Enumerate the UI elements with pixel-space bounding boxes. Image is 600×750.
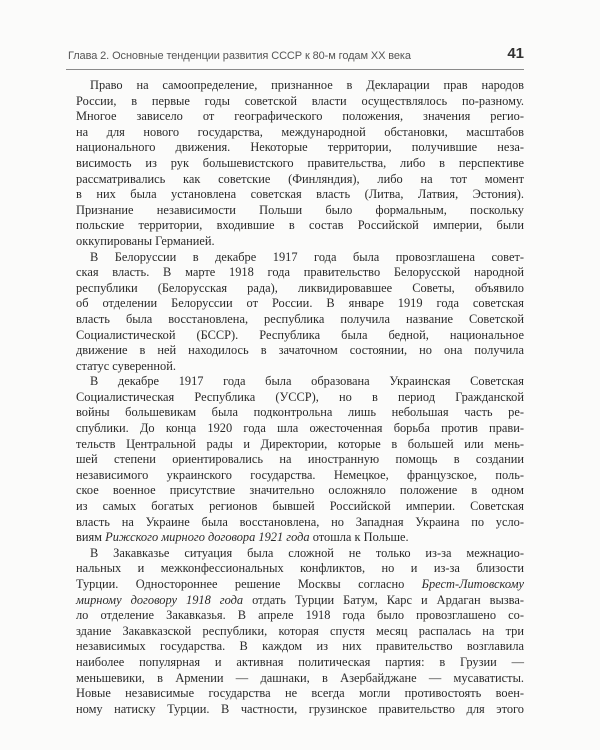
treaty-name-italic: Брест-Литовскому <box>421 577 524 591</box>
treaty-name-italic: мирному договору 1918 года <box>76 592 244 607</box>
chapter-running-title: Глава 2. Основные тенденции развития СССР к 80-м годам XX века <box>68 50 411 62</box>
text-fragment: Турции. Одностороннее решение Москвы согласно <box>76 577 422 591</box>
text-line: республики (Белорусская рада), ликвидировавшее Советы, объявило <box>76 280 524 295</box>
paragraph-3 <box>76 374 524 546</box>
paragraph-2 <box>76 250 524 375</box>
text-line: России, в первые годы советской власти осуществлялось по-разному. <box>76 93 524 108</box>
text-line: об отделении Белоруссии от России. В январе 1919 года советская <box>76 296 524 311</box>
paragraph-4 <box>76 546 524 718</box>
text-line: ское военное присутствие значительно осложняло положение в одном <box>76 483 524 498</box>
text-fragment: отдать Турции Батум, Карс и Ардаган вызва- <box>243 592 524 607</box>
running-header <box>66 47 524 70</box>
text-line: Социалистическая Республика (УССР), но в период Гражданской <box>76 389 524 404</box>
text-line: нальных и межконфессиональных конфликтов, но и из-за близости <box>76 561 524 576</box>
text-line: Социалистической (БССР). Республика была бедной, национальное <box>76 327 524 342</box>
text-line: войны большевикам была подконтрольна лишь небольшая часть ре- <box>76 405 524 420</box>
text-line: польские территории, входившие в состав Российской империи, были <box>76 218 524 233</box>
text-line: меньшевики, в Армении — дашнаки, в Азербайджане — мусаватисты. <box>76 670 524 685</box>
text-line: В Белоруссии в декабре 1917 года была провозглашена совет- <box>90 249 524 264</box>
text-line: ному натиску Турции. В частности, грузинское правительство для этого <box>76 701 524 716</box>
text-line: шей степени ориентировались на иностранную помощь в создании <box>76 452 524 467</box>
text-line: наиболее популярная и активная политическая партия: в Грузии — <box>76 654 524 669</box>
text-line: на для нового государства, международной обстановки, масштабов <box>76 124 524 139</box>
text-line: из самых богатых регионов бывшей Российской империи. Советская <box>76 499 524 514</box>
text-fragment: отошла к Польше. <box>312 530 409 545</box>
text-line: независимого украинского государства. Немецкое, французское, поль- <box>76 467 524 482</box>
text-line <box>76 530 524 546</box>
paragraph-1 <box>76 78 524 250</box>
text-line: власть на Украине была восстановлена, но Западная Украина по усло- <box>76 514 524 529</box>
text-line: национального движения. Некоторые территории, получившие неза- <box>76 140 524 155</box>
text-line: здание Закавказской республики, которая спустя месяц распалась на три <box>76 623 524 638</box>
text-line: Новые независимые государства не всегда могли противостоять воен- <box>76 686 524 701</box>
text-fragment: виям <box>76 530 106 545</box>
text-line: рассматривались как советские (Финляндия), либо на тот момент <box>76 171 524 186</box>
text-line: тельств Центральной рады и Директории, которые в большей или мень- <box>76 436 524 451</box>
text-line: Право на самоопределение, признанное в Декларации прав народов <box>90 78 524 92</box>
text-line: в них была установлена советская власть (Литва, Латвия, Эстония). <box>76 187 524 202</box>
text-line: движение в ней находилось в зачаточном состоянии, но она получила <box>76 343 524 358</box>
text-line: власть была восстановлена, республика получила название Советской <box>76 311 524 326</box>
text-line: В Закавказье ситуация была сложной не только из-за межнацио- <box>90 545 524 560</box>
text-line: спублики. До конца 1920 года шла ожесточенная борьба против прави- <box>76 421 524 436</box>
text-line: оккупированы Германией. <box>76 233 215 248</box>
text-line: ло отделение Закавказья. В апреле 1918 года было провозглашено со- <box>76 608 524 623</box>
page-number: 41 <box>507 45 524 62</box>
treaty-name-italic: Рижского мирного договора 1921 года <box>105 530 310 545</box>
text-line <box>76 593 524 609</box>
text-line: Многое зависело от географического положения, значения регио- <box>76 109 524 124</box>
text-line: Признание независимости Польши было формальным, поскольку <box>76 202 524 217</box>
text-line: висимость из рук большевистского правительства, либо в перспективе <box>76 155 524 170</box>
text-line <box>76 577 524 593</box>
body-text <box>76 78 524 717</box>
text-line: независимых государства. В каждом из них правительство возглавила <box>76 639 524 654</box>
text-line: В декабре 1917 года была образована Украинская Советская <box>90 374 524 389</box>
text-line: статус суверенной. <box>76 358 176 373</box>
text-line: ская власть. В марте 1918 года правительство Белорусской народной <box>76 265 524 280</box>
